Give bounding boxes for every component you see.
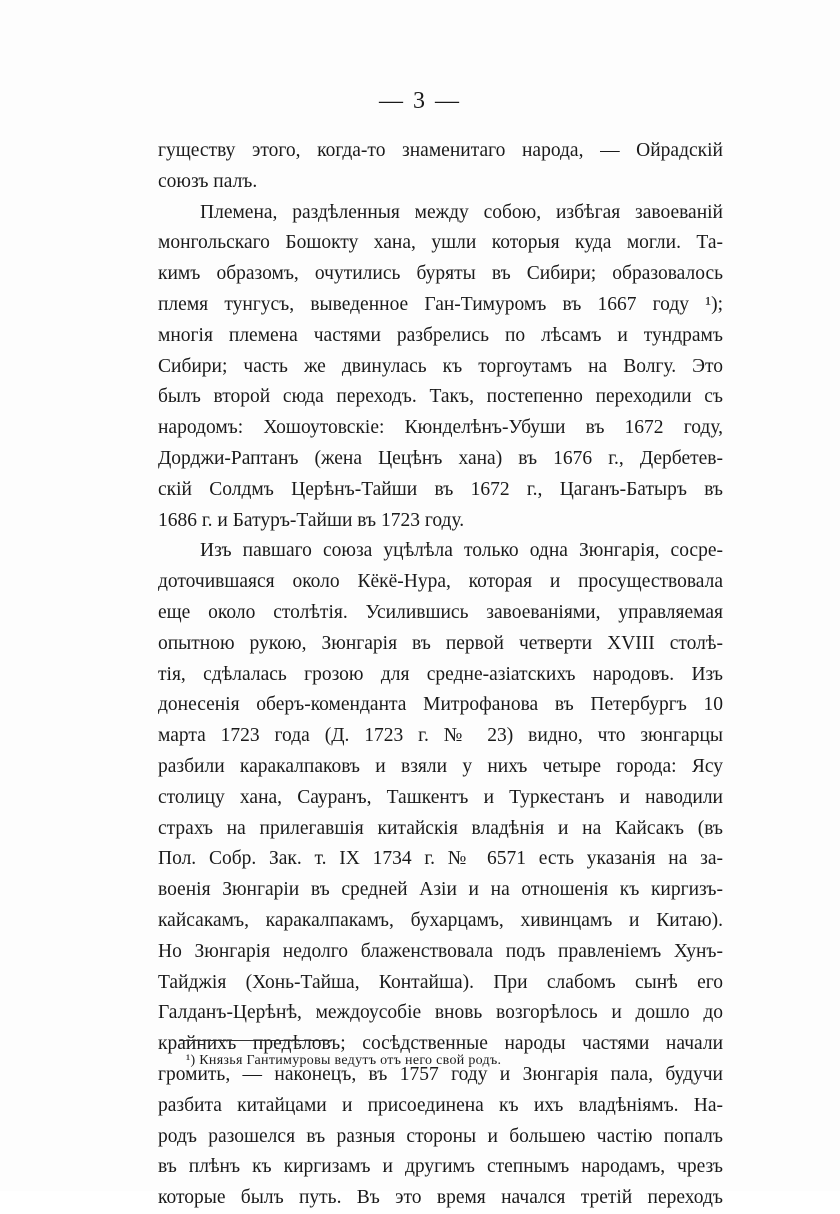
text-line: союзъ палъ. [158,170,258,192]
text-line: столицу хана, Сауранъ, Ташкентъ и Туркестанъ и наводили [158,786,723,808]
text-line: 1686 г. и Батуръ-Тайши въ 1723 году. [158,509,465,531]
text-line: разбили каракалпаковъ и взяли у нихъ четыре города: Ясу [158,755,723,777]
page-number: — 3 — [379,88,461,114]
text-line: Но Зюнгарія недолго блаженствовала подъ правленіемъ Хунъ- [158,940,723,962]
text-line: страхъ на прилегавшія китайскія владѣнія и на Кайсакъ (въ [158,817,723,839]
text-line: народомъ: Хошоутовскіе: Кюнделѣнъ-Убуши въ 1672 году, [158,417,723,439]
text-line: въ плѣнъ къ киргизамъ и другимъ степнымъ народамъ, чрезъ [158,1156,723,1178]
text-line: Племена, раздѣленныя между собою, избѣгая завоеваній [200,201,723,223]
text-line: опытною рукою, Зюнгарія въ первой четверти XVIII столѣ- [158,632,723,654]
text-line: Дорджи-Раптанъ (жена Цецѣнъ хана) въ 1676 г., Дербетев- [158,447,723,469]
text-line: скій Солдмъ Церѣнъ-Тайши въ 1672 г., Цаганъ-Батыръ въ [158,478,723,500]
text-line: Сибири; часть же двинулась къ торгоутамъ на Волгу. Это [158,355,723,377]
text-line: Изъ павшаго союза уцѣлѣла только одна Зюнгарія, сосре- [200,540,723,562]
text-line: племя тунгусъ, выведенное Ган-Тимуромъ въ 1667 году ¹); [158,293,723,315]
footnote-divider [180,1040,332,1041]
text-line: Галданъ-Церѣнѣ, междоусобіе вновь возгорѣлось и дошло до [158,1002,723,1024]
text-line: монгольскаго Бошокту хана, ушли которыя куда могли. Та- [158,232,723,254]
text-line: еще около столѣтія. Усилившись завоеваніями, управляемая [158,601,723,623]
text-line: родъ разошелся въ разныя стороны и большею частію попалъ [158,1125,723,1147]
text-line: донесенія оберъ-коменданта Митрофанова въ Петербургъ 10 [158,694,723,716]
text-line: крайнихъ предѣловъ; сосѣдственные народы частями начали [158,1033,723,1055]
text-line: кайсакамъ, каракалпакамъ, бухарцамъ, хивинцамъ и Китаю). [158,909,723,931]
text-line: марта 1723 года (Д. 1723 г. № 23) видно, что зюнгарцы [158,725,723,747]
text-line: тія, сдѣлалась грозою для средне-азіатскихъ народовъ. Изъ [158,663,723,685]
text-line: былъ второй сюда переходъ. Такъ, постепенно переходили съ [158,386,723,408]
text-line: кимъ образомъ, очутились буряты въ Сибири; образовалось [158,263,723,285]
text-line: военія Зюнгаріи въ средней Азіи и на отношенія къ киргизъ- [158,879,723,901]
text-line: Тайджія (Хонь-Тайша, Контайша). При слабомъ сынѣ его [158,971,723,993]
text-line: Пол. Собр. Зак. т. IX 1734 г. № 6571 есть указанія на за- [158,848,723,870]
text-line: гуществу этого, когда-то знаменитаго народа, — Ойрадскій [158,140,723,161]
text-line: которые былъ путь. Въ это время начался третій переходъ [158,1187,723,1209]
text-line: громить, — наконецъ, въ 1757 году и Зюнгарія пала, будучи [158,1063,723,1085]
text-line: многія племена частями разбрелись по лѣсамъ и тундрамъ [158,324,723,346]
footnote: ¹) Князья Гантимуровы ведутъ отъ него свой родъ. [186,1053,502,1068]
text-line: доточившаяся около Кёкё-Нура, которая и просуществовала [158,571,723,593]
text-line: разбита китайцами и присоединена къ ихъ владѣніямъ. На- [158,1094,723,1116]
